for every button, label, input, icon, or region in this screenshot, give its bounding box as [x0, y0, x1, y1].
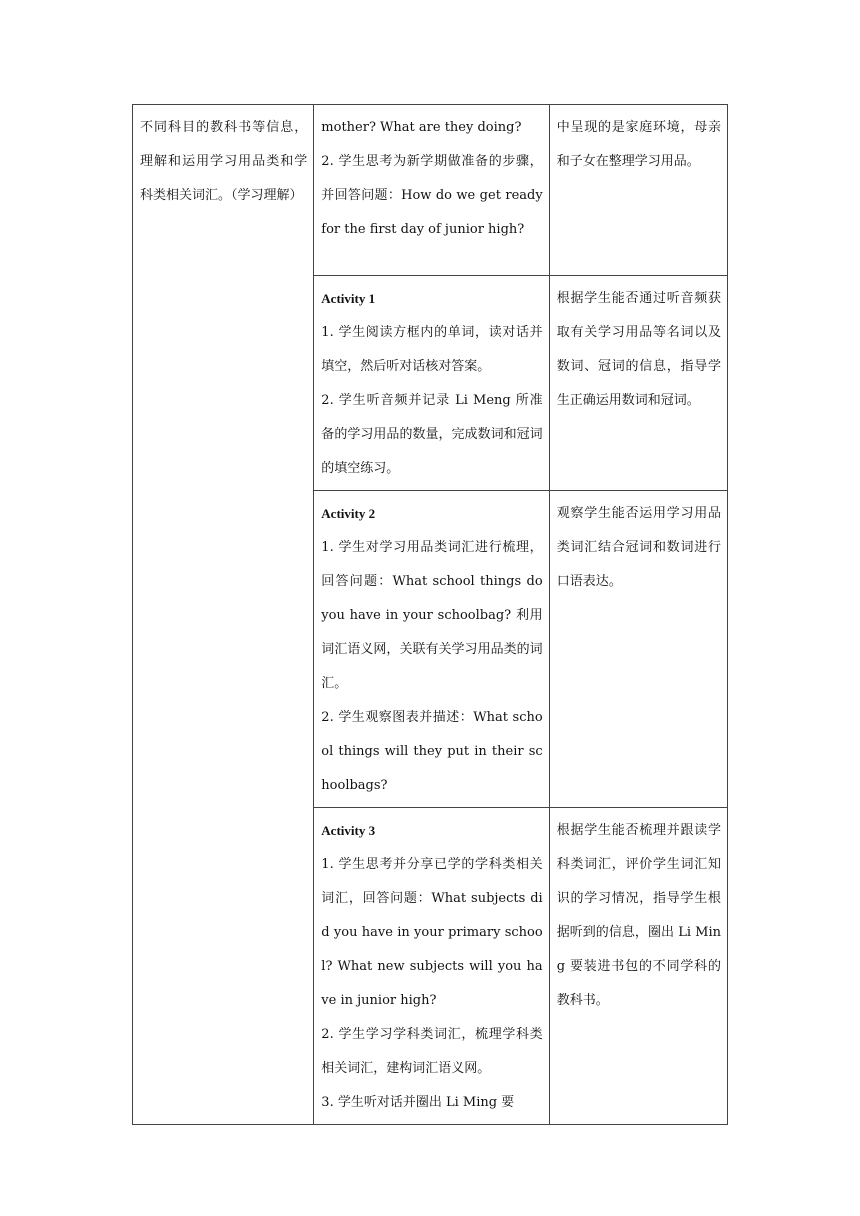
assessment-cell [549, 491, 727, 808]
activity-cell [314, 491, 549, 808]
objective-cell [133, 105, 314, 1125]
table-row [133, 105, 728, 276]
activity-cell [314, 808, 549, 1125]
assessment-cell [549, 808, 727, 1125]
assessment-text: 根据学生能否梳理并跟读学科类词汇，评价学生词汇知识的学习情况，指导学生根据听到的信息，圈出 Li Ming 要装进书包的不同学科的教科书。 [556, 823, 721, 1008]
activity-line: 1. 学生阅读方框内的单词，读对话并填空，然后听对话核对答案。 [321, 325, 543, 374]
activity-title: Activity 1 [321, 291, 376, 306]
activity-cell [314, 105, 549, 276]
activity-line: 2. 学生思考为新学期做准备的步骤，并回答问题：How do we get ready for the first day of junior high? [321, 154, 543, 237]
assessment-text: 观察学生能否运用学习用品类词汇结合冠词和数词进行口语表达。 [556, 506, 721, 589]
activity-line: 2. 学生学习学科类词汇，梳理学科类相关词汇，建构词汇语义网。 [321, 1027, 543, 1076]
activity-cell [314, 276, 549, 491]
assessment-text: 中呈现的是家庭环境，母亲和子女在整理学习用品。 [556, 120, 721, 169]
activity-line: 2. 学生观察图表并描述：What school things will they put in their schoolbags? [321, 710, 543, 793]
activity-line: 1. 学生思考并分享已学的学科类相关词汇，回答问题：What subjects did you have in your primary school? What new subjects will you have in junior high? [321, 857, 543, 1008]
assessment-text: 根据学生能否通过听音频获取有关学习用品等名词以及数词、冠词的信息，指导学生正确运用数词和冠词。 [556, 291, 721, 408]
activity-line: 3. 学生听对话并圈出 Li Ming 要 [321, 1095, 515, 1110]
activity-title: Activity 2 [321, 506, 376, 521]
objective-text: 不同科目的教科书等信息，理解和运用学习用品类和学科类相关词汇。（学习理解） [140, 120, 308, 203]
lesson-plan-table [132, 104, 728, 1125]
assessment-cell [549, 105, 727, 276]
assessment-cell [549, 276, 727, 491]
activity-line: 1. 学生对学习用品类词汇进行梳理，回答问题：What school things do you have in your schoolbag? 利用词汇语义网，关联有关学习用品类的词汇。 [321, 540, 543, 691]
activity-line: mother? What are they doing? [321, 120, 522, 135]
activity-line: 2. 学生听音频并记录 Li Meng 所准备的学习用品的数量，完成数词和冠词的填空练习。 [321, 393, 543, 476]
activity-title: Activity 3 [321, 823, 376, 838]
